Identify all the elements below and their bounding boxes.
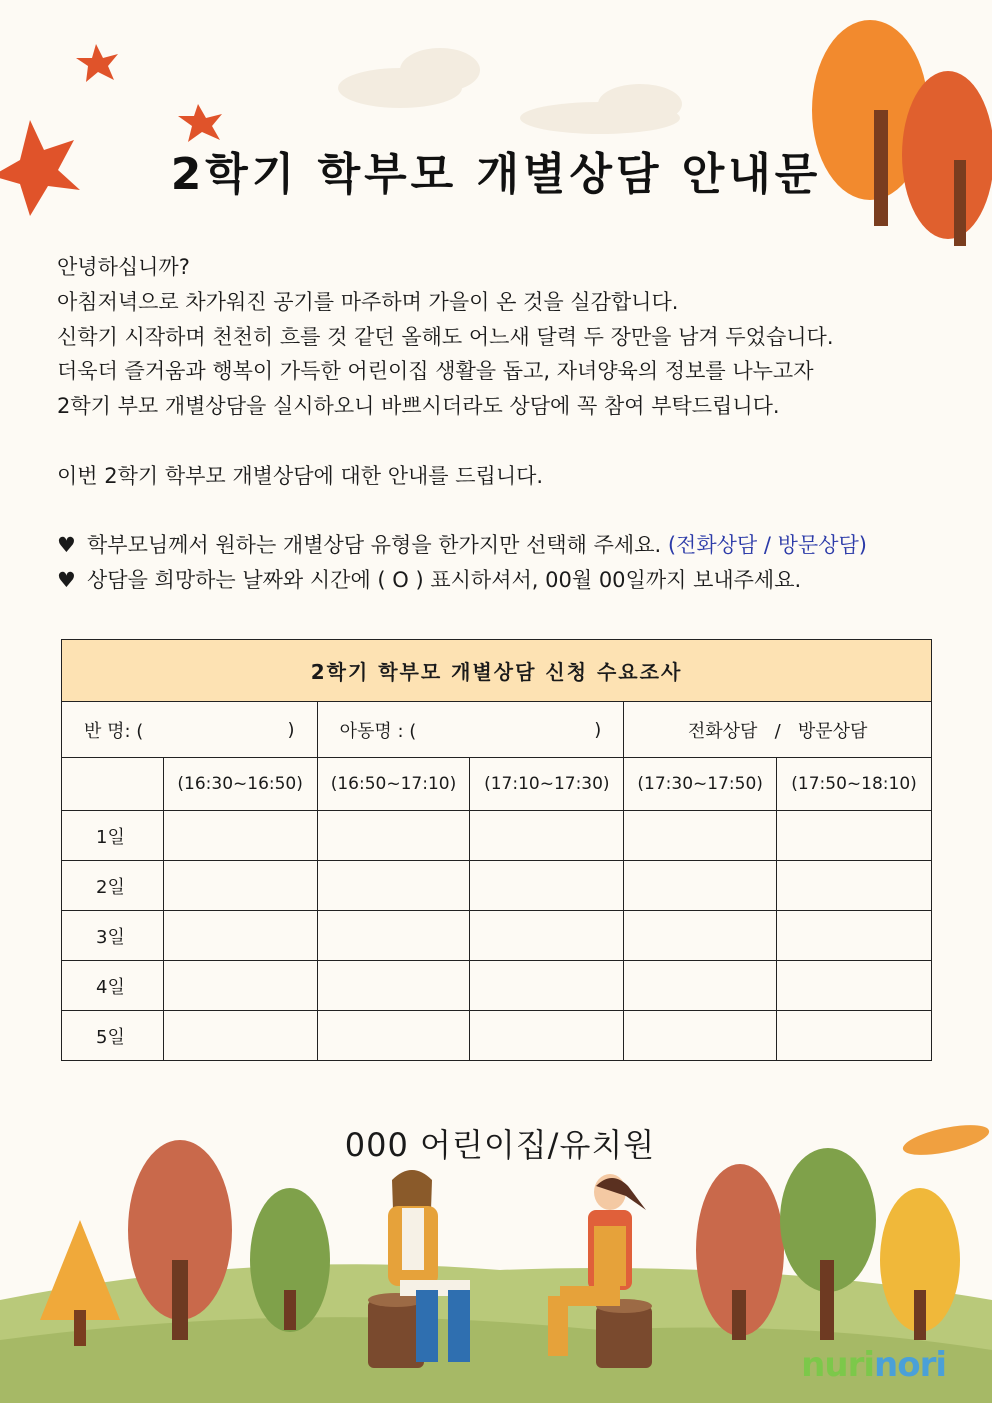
schedule-cell[interactable] (777, 861, 932, 911)
cloud-icon (338, 48, 682, 134)
bullet-text: 상담을 희망하는 날짜와 시간에 ( O ) 표시하셔서, 00월 00일까지 보내주세요. (87, 568, 802, 593)
schedule-cell[interactable] (470, 811, 624, 861)
schedule-cell[interactable] (470, 1011, 624, 1061)
class-name-field[interactable] (62, 702, 318, 758)
day-label: 4일 (62, 961, 164, 1011)
intro-line: 신학기 시작하며 천천히 흐를 것 같던 올해도 어느새 달력 두 장만을 남겨 두었습니다. (57, 324, 834, 349)
table-row (62, 811, 932, 861)
schedule-cell[interactable] (163, 961, 317, 1011)
time-slot-header: (17:30~17:50) (624, 758, 777, 811)
class-name-label: 반 명: ( (84, 720, 144, 742)
schedule-cell[interactable] (624, 861, 777, 911)
schedule-cell[interactable] (317, 811, 470, 861)
intro-text (57, 250, 957, 598)
page-title: 2학기 학부모 개별상담 안내문 (170, 149, 822, 200)
close-paren: ) (594, 719, 602, 740)
schedule-cell[interactable] (317, 961, 470, 1011)
survey-title: 2학기 학부모 개별상담 신청 수요조사 (62, 640, 932, 702)
day-label: 5일 (62, 1011, 164, 1061)
heart-icon: ♥ (57, 533, 76, 558)
corner-cell (62, 758, 164, 811)
schedule-cell[interactable] (317, 1011, 470, 1061)
tree-icon (812, 20, 992, 246)
schedule-cell[interactable] (777, 811, 932, 861)
time-slot-header: (16:30~16:50) (163, 758, 317, 811)
greeting-line: 안녕하십니까? (57, 255, 190, 279)
consult-type-options: (전화상담 / 방문상담) (667, 533, 867, 558)
day-label: 2일 (62, 861, 164, 911)
table-row (62, 911, 932, 961)
schedule-cell[interactable] (777, 961, 932, 1011)
notice-line: 이번 2학기 학부모 개별상담에 대한 안내를 드립니다. (57, 463, 544, 488)
schedule-cell[interactable] (163, 811, 317, 861)
schedule-cell[interactable] (624, 1011, 777, 1061)
child-name-label: 아동명 : ( (339, 720, 417, 742)
time-header-row (62, 758, 932, 811)
schedule-cell[interactable] (163, 1011, 317, 1061)
consult-type-field[interactable]: 전화상담 / 방문상담 (624, 702, 932, 758)
schedule-cell[interactable] (777, 911, 932, 961)
schedule-cell[interactable] (470, 861, 624, 911)
schedule-cell[interactable] (470, 961, 624, 1011)
day-label: 1일 (62, 811, 164, 861)
heart-icon: ♥ (57, 568, 76, 593)
intro-line: 2학기 부모 개별상담을 실시하오니 바쁘시더라도 상담에 꼭 참여 부탁드립니다. (57, 394, 780, 419)
schedule-cell[interactable] (317, 861, 470, 911)
schedule-cell[interactable] (624, 811, 777, 861)
survey-table (61, 639, 932, 1061)
table-row (62, 861, 932, 911)
bullet-consult-type (57, 528, 957, 563)
close-paren: ) (287, 719, 295, 740)
nurinori-logo: nurinori (801, 1345, 946, 1385)
time-slot-header: (17:50~18:10) (777, 758, 932, 811)
intro-line: 아침저녁으로 차가워진 공기를 마주하며 가을이 온 것을 실감합니다. (57, 289, 679, 314)
time-slot-header: (16:50~17:10) (317, 758, 470, 811)
schedule-cell[interactable] (163, 861, 317, 911)
time-slot-header: (17:10~17:30) (470, 758, 624, 811)
schedule-cell[interactable] (163, 911, 317, 961)
bullet-text: 학부모님께서 원하는 개별상담 유형을 한가지만 선택해 주세요. (87, 533, 662, 558)
schedule-cell[interactable] (624, 911, 777, 961)
table-row (62, 1011, 932, 1061)
bullet-date-time (57, 563, 957, 598)
child-name-field[interactable] (317, 702, 624, 758)
schedule-cell[interactable] (624, 961, 777, 1011)
intro-line: 더욱더 즐거움과 행복이 가득한 어린이집 생활을 돕고, 자녀양육의 정보를 나누고자 (57, 359, 814, 384)
schedule-cell[interactable] (470, 911, 624, 961)
schedule-cell[interactable] (317, 911, 470, 961)
day-label: 3일 (62, 911, 164, 961)
schedule-cell[interactable] (777, 1011, 932, 1061)
school-name: 000 어린이집/유치원 (344, 1126, 656, 1164)
table-row (62, 961, 932, 1011)
